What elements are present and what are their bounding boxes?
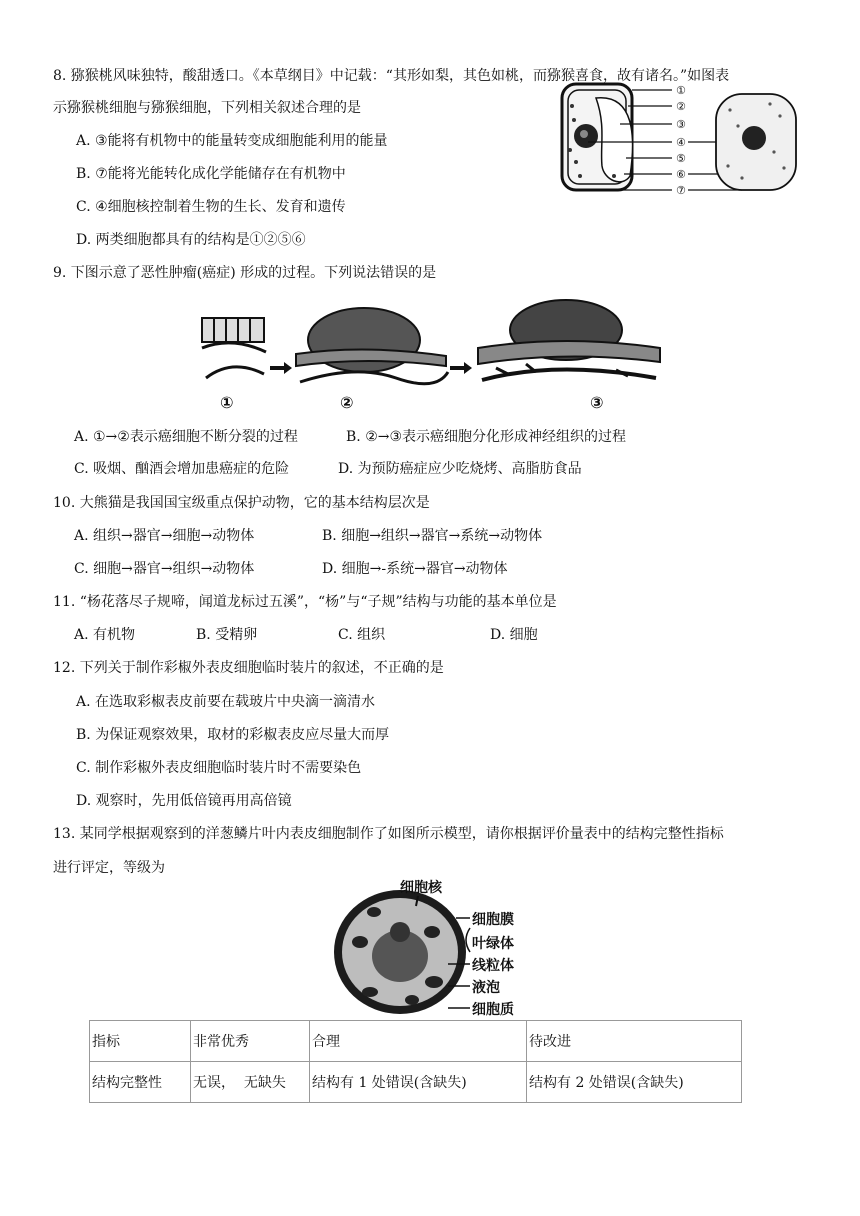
- q8-option-d: D. 两类细胞都具有的结构是①②⑤⑥: [76, 232, 306, 248]
- stage-label-2: ②: [340, 393, 354, 412]
- q10-option-d: D. 细胞→-系统→器官→动物体: [322, 561, 508, 577]
- header-cell: 待改进: [527, 1021, 742, 1062]
- label-3: ③: [676, 118, 686, 131]
- q10-stem: 10. 大熊猫是我国国宝级重点保护动物，它的基本结构层次是: [53, 495, 430, 511]
- stage-label-1: ①: [220, 393, 234, 412]
- header-cell: 非常优秀: [191, 1021, 310, 1062]
- q11-option-c: C. 组织: [338, 627, 386, 643]
- q13-cell-model-figure: [330, 872, 550, 1020]
- label-nucleus: 细胞核: [400, 880, 442, 896]
- q9-option-d: D. 为预防癌症应少吃烧烤、高脂肪食品: [338, 461, 582, 477]
- animal-cell-drawing: [716, 94, 796, 190]
- q11-stem: 11. “杨花落尽子规啼，闻道龙标过五溪”，“杨”与“子规”结构与功能的基本单位是: [53, 594, 557, 610]
- q8-stem-line1: 8. 猕猴桃风味独特，酸甜透口。《本草纲目》中记载：“其形如梨，其色如桃，而猕猴喜食，故有诸名。”如图表: [53, 68, 730, 84]
- q9-option-a: A. ①→②表示癌细胞不断分裂的过程: [74, 429, 298, 445]
- label-2: ②: [676, 100, 686, 113]
- stage-1-drawing: [202, 318, 266, 378]
- onion-cell-model-drawing: [334, 890, 466, 1014]
- label-chloroplast: 叶绿体: [472, 936, 514, 952]
- q8-cell-figure: [548, 76, 808, 200]
- q11-option-a: A. 有机物: [74, 627, 136, 643]
- label-1: ①: [676, 84, 686, 97]
- stage-label-3: ③: [590, 393, 604, 412]
- label-7: ⑦: [676, 184, 686, 197]
- q11-option-b: B. 受精卵: [196, 627, 258, 643]
- label-vacuole: 液泡: [472, 980, 500, 996]
- q8-stem-line2: 示猕猴桃细胞与猕猴细胞，下列相关叙述合理的是: [53, 100, 361, 116]
- q12-stem: 12. 下列关于制作彩椒外表皮细胞临时装片的叙述，不正确的是: [53, 660, 444, 676]
- q9-tumor-figure: [196, 292, 666, 414]
- table-header-row: [90, 1021, 742, 1062]
- table-cell: 结构完整性: [90, 1062, 191, 1103]
- label-6: ⑥: [676, 168, 686, 181]
- table-cell: 无误， 无缺失: [191, 1062, 310, 1103]
- table-cell: 结构有 1 处错误(含缺失): [310, 1062, 527, 1103]
- q10-option-a: A. 组织→器官→细胞→动物体: [74, 528, 255, 544]
- q10-option-c: C. 细胞→器官→组织→动物体: [74, 561, 255, 577]
- label-cell-membrane: 细胞膜: [472, 912, 514, 928]
- header-cell: 合理: [310, 1021, 527, 1062]
- stage-2-drawing: [296, 308, 448, 384]
- table-cell: 结构有 2 处错误(含缺失): [527, 1062, 742, 1103]
- table-row: [90, 1062, 742, 1103]
- q9-option-c: C. 吸烟、酗酒会增加患癌症的危险: [74, 461, 290, 477]
- q12-option-c: C. 制作彩椒外表皮细胞临时装片时不需要染色: [76, 760, 362, 776]
- q8-option-b: B. ⑦能将光能转化成化学能储存在有机物中: [76, 166, 346, 182]
- label-5: ⑤: [676, 152, 686, 165]
- q13-stem-line1: 13. 某同学根据观察到的洋葱鳞片叶内表皮细胞制作了如图所示模型，请你根据评价量表中的结构完整性指标: [53, 826, 724, 842]
- label-mitochondria: 线粒体: [472, 958, 514, 974]
- plant-cell-drawing: [562, 84, 672, 190]
- q11-option-d: D. 细胞: [490, 627, 538, 643]
- q12-option-b: B. 为保证观察效果，取材的彩椒表皮应尽量大而厚: [76, 727, 390, 743]
- header-cell: 指标: [90, 1021, 191, 1062]
- q9-stem: 9. 下图示意了恶性肿瘤(癌症) 形成的过程。下列说法错误的是: [53, 265, 437, 281]
- label-4: ④: [676, 136, 686, 149]
- q13-stem-line2: 进行评定，等级为: [53, 860, 165, 876]
- q12-option-d: D. 观察时，先用低倍镜再用高倍镜: [76, 793, 292, 809]
- q8-option-a: A. ③能将有机物中的能量转变成细胞能利用的能量: [76, 133, 388, 149]
- q9-option-b: B. ②→③表示癌细胞分化形成神经组织的过程: [346, 429, 627, 445]
- evaluation-table: [89, 1020, 742, 1103]
- q10-option-b: B. 细胞→组织→器官→系统→动物体: [322, 528, 543, 544]
- q8-option-c: C. ④细胞核控制着生物的生长、发育和遗传: [76, 199, 346, 215]
- stage-3-drawing: [478, 300, 660, 380]
- label-cytoplasm: 细胞质: [472, 1002, 514, 1018]
- q12-option-a: A. 在选取彩椒表皮前要在载玻片中央滴一滴清水: [76, 694, 376, 710]
